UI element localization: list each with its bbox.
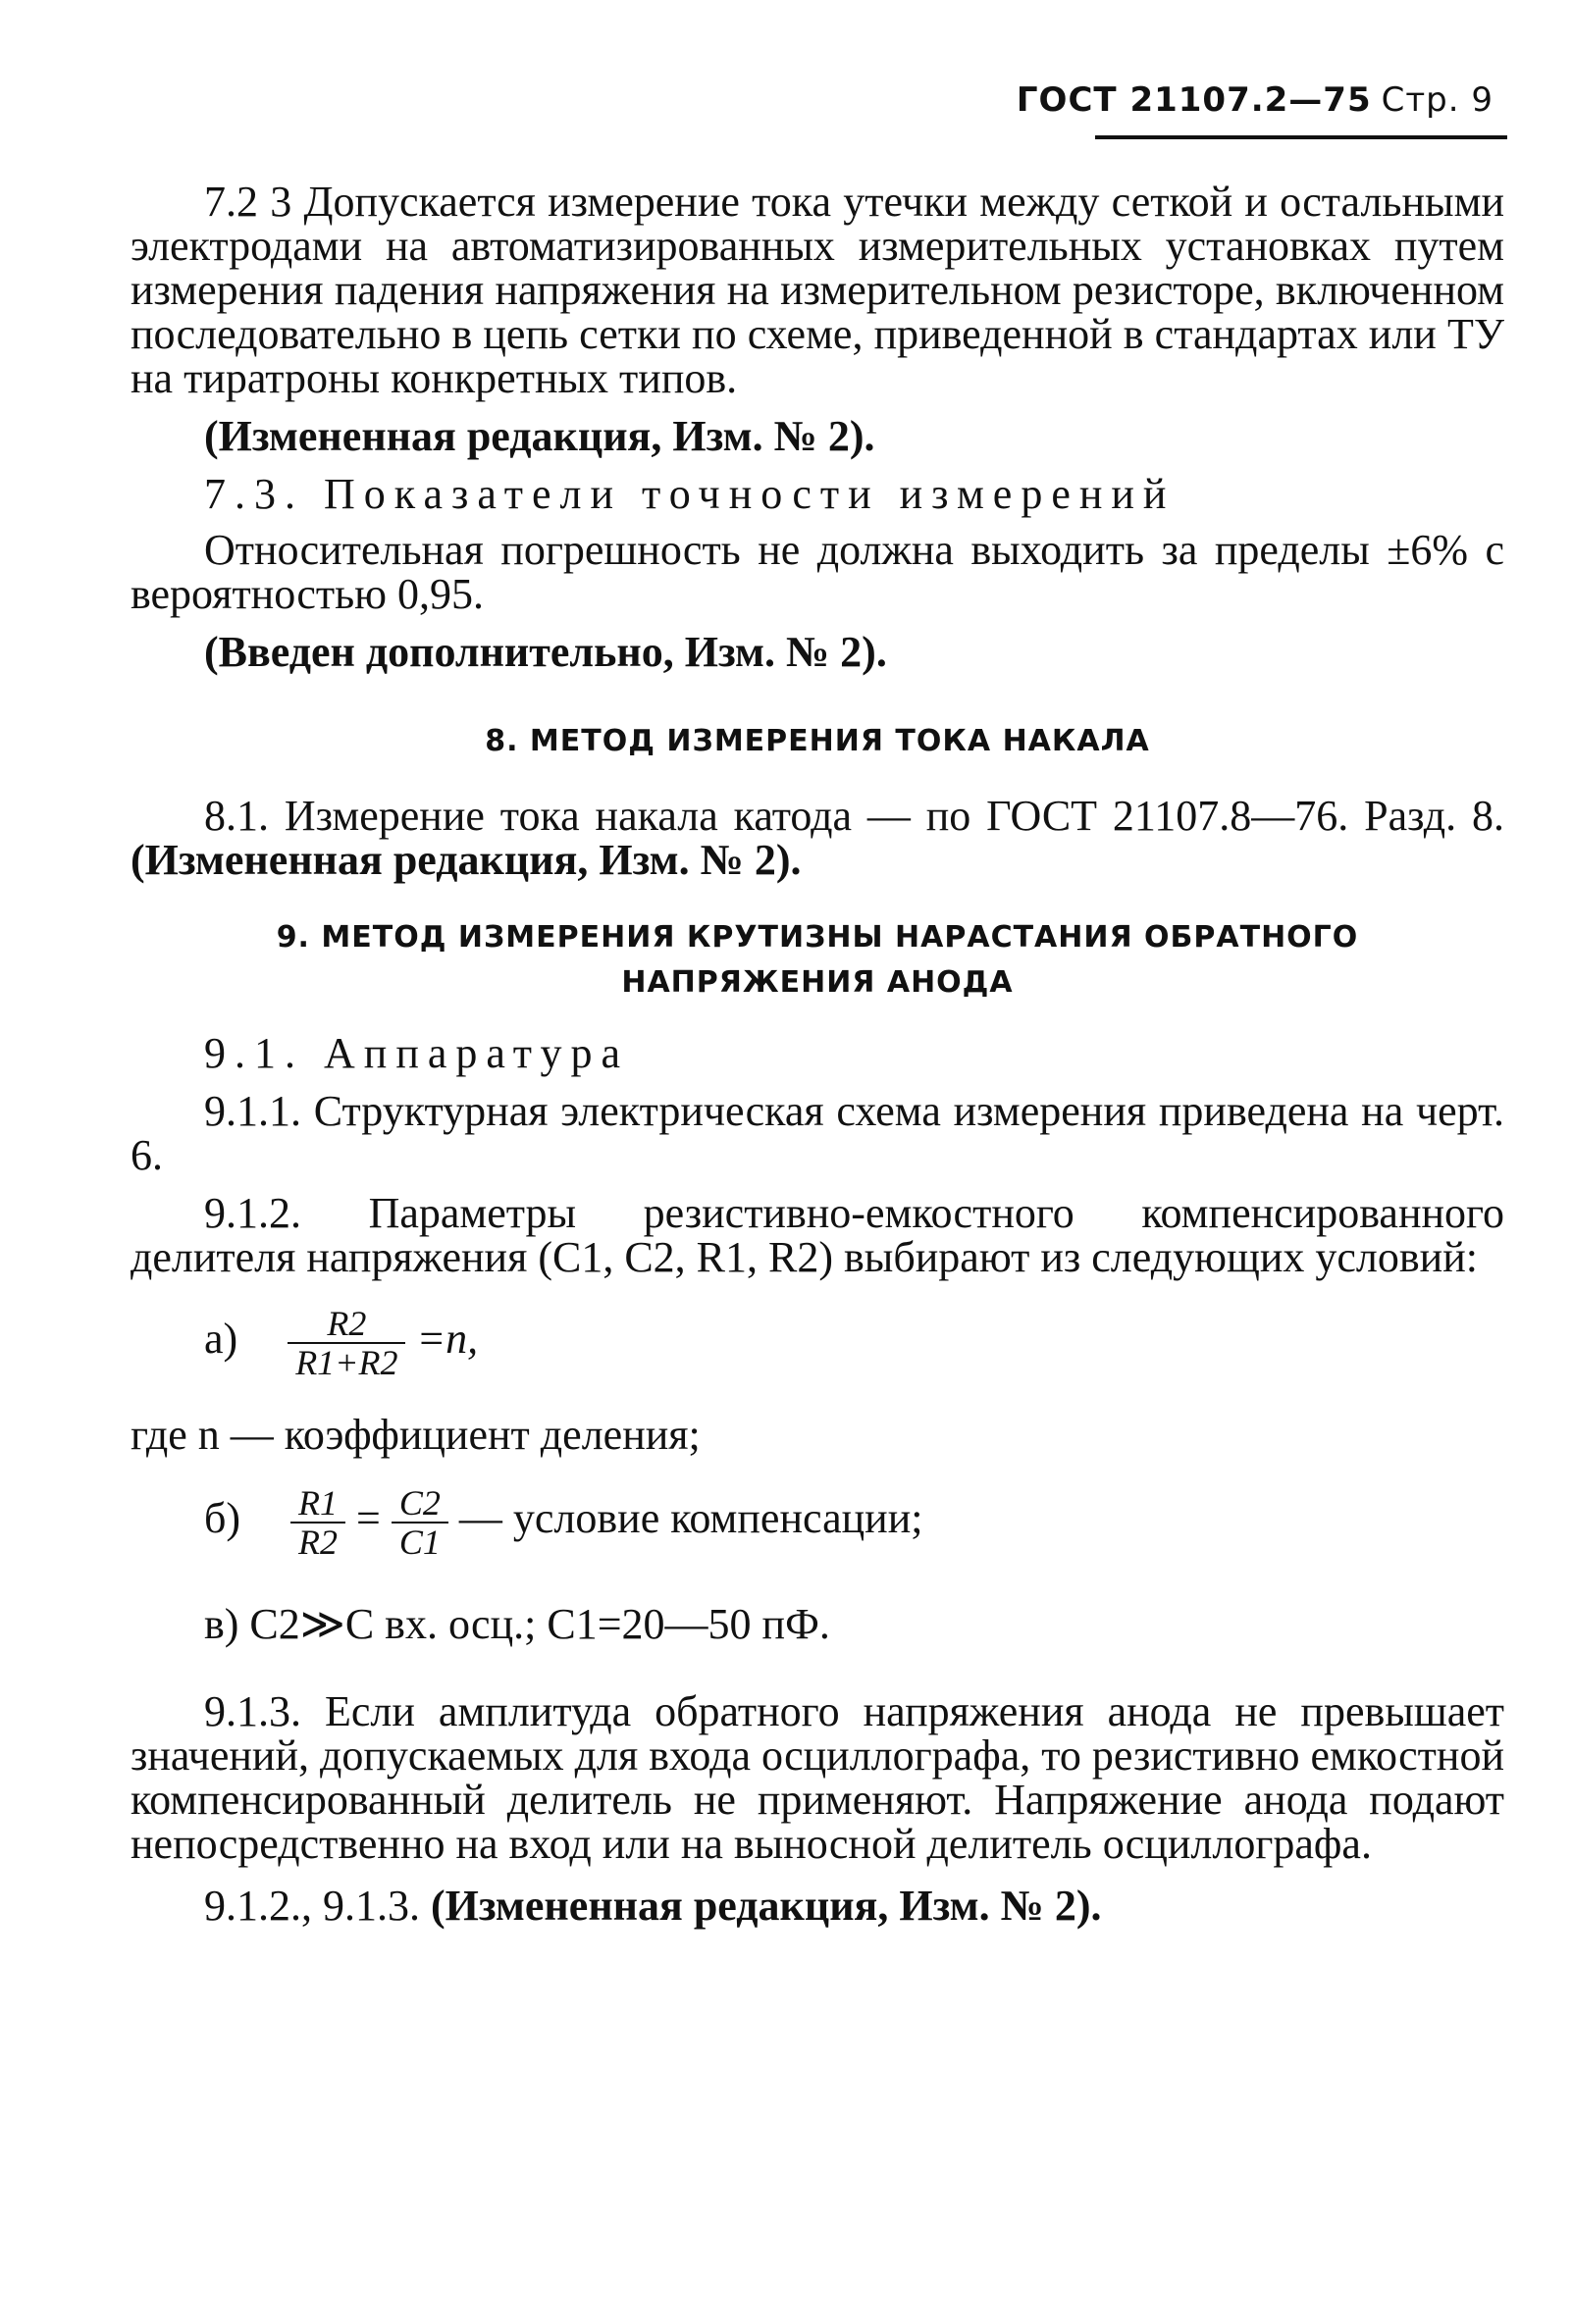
section-8-title: 8. МЕТОД ИЗМЕРЕНИЯ ТОКА НАКАЛА <box>485 724 1150 758</box>
formula-c: в) C2≫C вх. осц.; C1=20—50 пФ. <box>204 1600 830 1648</box>
amendment-note: (Измененная редакция, Изм. № 2). <box>204 412 875 460</box>
paragraph-8-1 <box>131 794 1504 882</box>
fraction <box>392 1484 448 1561</box>
section-9-title <box>131 915 1504 1006</box>
fraction-numerator: C2 <box>392 1484 448 1524</box>
page-header <box>1017 80 1493 120</box>
document-body <box>131 180 1504 1928</box>
final-ref: 9.1.2., 9.1.3. <box>204 1882 420 1930</box>
amendment-note: (Измененная редакция, Изм. № 2). <box>131 836 802 884</box>
paragraph-9-1-3: 9.1.3. Если амплитуда обратного напряжения анода не превышает значений, допускаемых для входа осциллографа, то резистивно емкостной компенсированный делитель не применяют. Напряжение анода подают непосредственно на вход или на выносной делитель осциллографа. <box>131 1687 1504 1868</box>
fraction <box>288 1305 405 1381</box>
formula-a-rhs: =n, <box>416 1315 479 1364</box>
paragraph-7-3: Относительная погрешность не должна выходить за пределы ±6% с вероятностью 0,95. <box>131 526 1504 618</box>
paragraph-8-1-text: 8.1. Измерение тока накала катода — по ГОСТ 21107.8—76. Разд. 8. <box>204 792 1504 840</box>
fraction-numerator: R1 <box>290 1484 345 1524</box>
where-n-text: где n — коэффициент деления; <box>131 1411 701 1459</box>
fraction-denominator: C1 <box>398 1523 441 1562</box>
formula-b <box>204 1484 1504 1582</box>
fraction-denominator: R2 <box>298 1523 339 1562</box>
formula-a-label: а) <box>204 1315 238 1364</box>
header-rule <box>1095 135 1507 139</box>
heading-7-3: 7.3. Показатели точности измерений <box>204 470 1176 518</box>
final-amendment <box>131 1884 1504 1928</box>
formula-a <box>204 1305 1504 1403</box>
equals-sign: = <box>356 1494 381 1543</box>
formula-b-label: б) <box>204 1494 241 1543</box>
section-9-title-line1: 9. МЕТОД ИЗМЕРЕНИЯ КРУТИЗНЫ НАРАСТАНИЯ ОБРАТНОГО <box>276 920 1359 955</box>
header-page-number: Стр. 9 <box>1381 80 1493 120</box>
heading-9-1: 9.1. Аппаратура <box>204 1029 629 1077</box>
header-doc-number: ГОСТ 21107.2—75 <box>1016 80 1372 120</box>
amendment-note: (Измененная редакция, Изм. № 2). <box>431 1882 1102 1930</box>
amendment-note: (Введен дополнительно, Изм. № 2). <box>204 628 887 676</box>
paragraph-7-2-3: 7.2 3 Допускается измерение тока утечки между сеткой и остальными электродами на автоматизированных измерительных установках путем измерения падения напряжения на измерительном резисторе, включенном последовательно в цепь сетки по схеме, приведенной в стандартах или ТУ на тиратроны конкретных типов. <box>131 178 1504 402</box>
fraction-denominator: R1+R2 <box>295 1343 398 1382</box>
section-9-title-line2: НАПРЯЖЕНИЯ АНОДА <box>621 965 1014 1000</box>
paragraph-9-1-1: 9.1.1. Структурная электрическая схема измерения приведена на черт. 6. <box>131 1087 1504 1179</box>
fraction <box>290 1484 345 1561</box>
paragraph-9-1-2: 9.1.2. Параметры резистивно-емкостного компенсированного делителя напряжения (C1, C2, R1, R2) выбирают из следующих условий: <box>131 1189 1504 1281</box>
fraction-numerator: R2 <box>288 1305 405 1344</box>
formula-b-text: — условие компенсации; <box>458 1494 923 1543</box>
